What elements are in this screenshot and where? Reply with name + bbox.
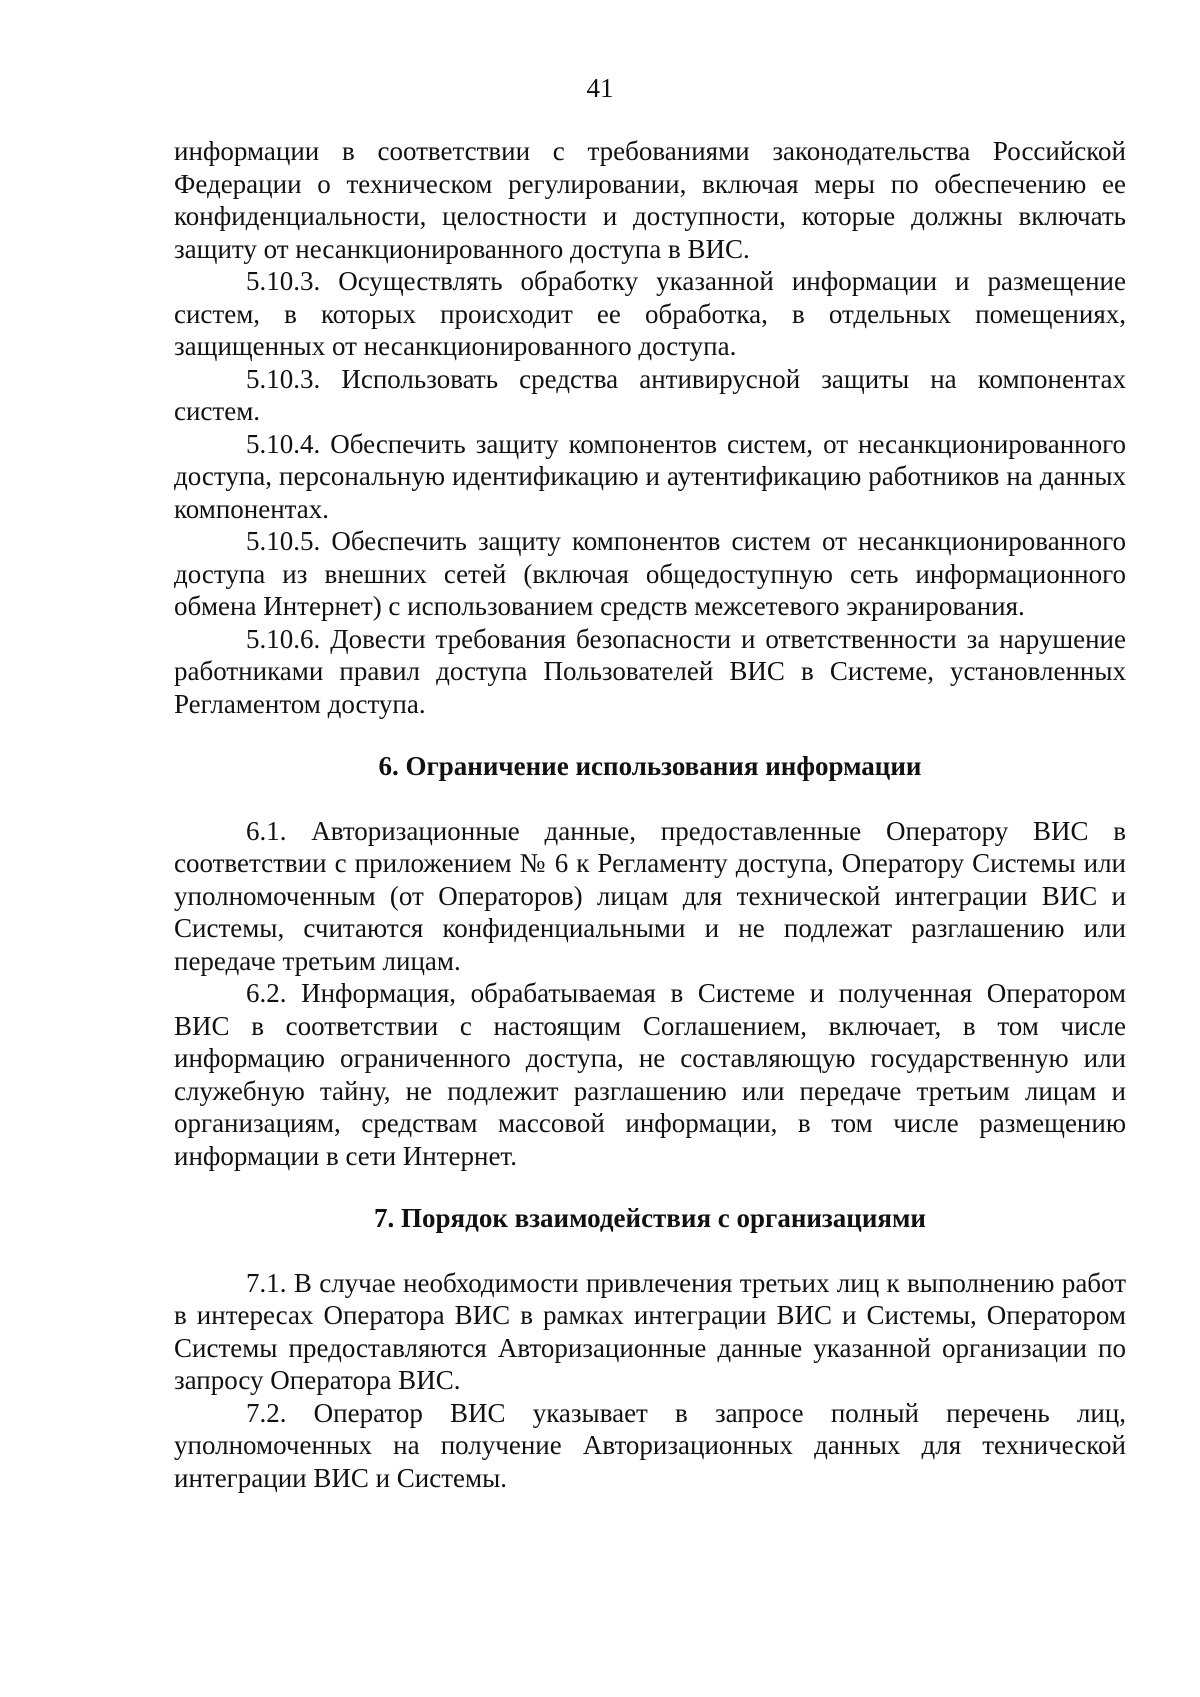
section-7-heading: 7. Порядок взаимодействия с организациями: [374, 1203, 926, 1233]
paragraph-6-2: 6.2. Информация, обрабатываемая в Системе и полученная Оператором ВИС в соответствии с настоящим Соглашением, включает, в том числе информацию ограниченного доступа, не составляющую государственную или служебную тайну, не подлежит разглашению или передаче третьим лицам и организациям, средствам массовой информации, в том числе размещению информации в сети Интернет.: [174, 978, 1126, 1171]
paragraph-7-2: 7.2. Оператор ВИС указывает в запросе полный перечень лиц, уполномоченных на получение Авторизационных данных для технической интеграции ВИС и Системы.: [174, 1397, 1126, 1493]
paragraph-5-10-3-processing: 5.10.3. Осуществлять обработку указанной информации и размещение систем, в которых происходит ее обработка, в отдельных помещениях, защищенных от несанкционированного доступа.: [174, 266, 1126, 361]
paragraph-7-1: 7.1. В случае необходимости привлечения третьих лиц к выполнению работ в интересах Оператора ВИС в рамках интеграции ВИС и Системы, Оператором Системы предоставляются Авторизационные данные указанной организации по запросу Оператора ВИС.: [174, 1267, 1126, 1395]
paragraph-5-10-5: 5.10.5. Обеспечить защиту компонентов систем от несанкционированного доступа из внешних сетей (включая общедоступную сеть информационного обмена Интернет) с использованием средств межсетевого экранирования.: [174, 526, 1126, 621]
paragraph-5-10-6: 5.10.6. Довести требования безопасности и ответственности за нарушение работниками правил доступа Пользователей ВИС в Системе, установленных Регламентом доступа.: [174, 623, 1126, 719]
document-body: [174, 135, 1126, 1494]
paragraph-5-10-3-antivirus: 5.10.3. Использовать средства антивирусной защиты на компонентах систем.: [174, 363, 1126, 426]
section-6-heading: 6. Ограничение использования информации: [378, 751, 922, 781]
paragraph-continuation: информации в соответствии с требованиями законодательства Российской Федерации о техническом регулировании, включая меры по обеспечению ее конфиденциальности, целостности и доступности, которые должны включать защиту от несанкционированного доступа в ВИС.: [174, 136, 1126, 264]
paragraph-6-1: 6.1. Авторизационные данные, предоставленные Оператору ВИС в соответствии с приложением № 6 к Регламенту доступа, Оператору Системы или уполномоченным (от Операторов) лицам для технической интеграции ВИС и Системы, считаются конфиденциальными и не подлежат разглашению или передаче третьим лицам.: [174, 815, 1126, 976]
page-number: 41: [586, 73, 614, 103]
paragraph-5-10-4: 5.10.4. Обеспечить защиту компонентов систем, от несанкционированного доступа, персональную идентификацию и аутентификацию работников на данных компонентах.: [174, 428, 1126, 524]
